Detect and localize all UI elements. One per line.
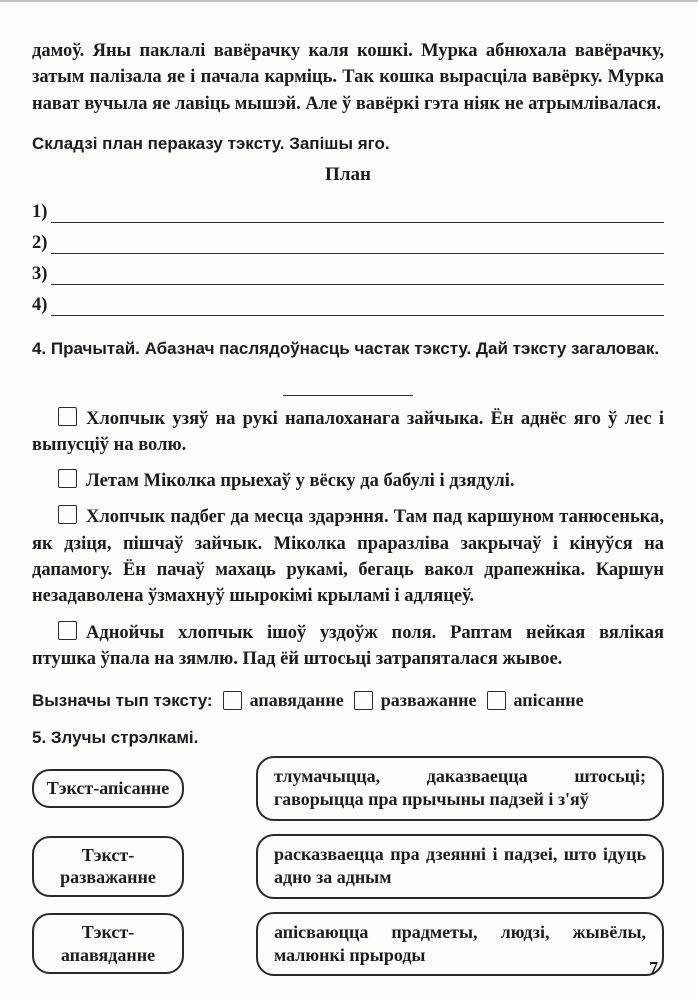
plan-line-number: 3) bbox=[32, 263, 48, 284]
intro-paragraph: дамоў. Яны паклалі вавёрачку каля кошкі. Мурка абнюхала вавёрачку, затым палізала яе і пачала карміць. Так кошка вырасціла вавёрку. Мурка нават вучыла яе лавіць мышэй. Але ў вавёркі гэта ніяк не атрымлівалася. bbox=[32, 41, 664, 114]
fragment-text: Хлопчык падбег да месца здарэння. Там пад каршуном танюсенька, як дзіця, пішчаў зайчык. Міколка праразліва закрычаў і кінуўся на дапамогу. Ён пачаў махаць рукамі, бегаць вакол драпежніка. Каршун незадаволена ўзмахнуў шырокімі крыламі і адляцеў. bbox=[32, 507, 664, 607]
type-option-description bbox=[487, 690, 584, 711]
fragment-text: Хлопчык узяў на рукі напалоханага зайчыка. Ён аднёс яго ў лес і выпусціў на волю. bbox=[32, 408, 664, 455]
order-checkbox[interactable] bbox=[58, 505, 77, 524]
order-checkbox[interactable] bbox=[58, 621, 77, 640]
plan-line-number: 1) bbox=[32, 201, 48, 222]
match-right-definition-3[interactable]: апісваюцца прадметы, людзі, жывёлы, малюнкі прыроды bbox=[256, 912, 664, 977]
plan-line-1 bbox=[32, 192, 664, 223]
match-row bbox=[32, 756, 664, 821]
match-left-narrative[interactable]: Тэкст-апавяданне bbox=[32, 913, 184, 974]
text-fragment bbox=[32, 406, 664, 459]
task5-section bbox=[32, 727, 664, 976]
type-option-reasoning bbox=[354, 690, 477, 711]
plan-line-number: 2) bbox=[32, 232, 48, 253]
plan-line-4 bbox=[32, 285, 664, 316]
text-type-question bbox=[32, 690, 664, 711]
match-left-reasoning[interactable]: Тэкст-разважанне bbox=[32, 836, 184, 897]
order-checkbox[interactable] bbox=[58, 469, 77, 488]
type-checkbox[interactable] bbox=[354, 691, 373, 710]
write-in-line[interactable] bbox=[51, 198, 664, 223]
type-checkbox[interactable] bbox=[223, 691, 242, 710]
write-in-line[interactable] bbox=[51, 260, 664, 285]
task4-heading: 4. Прачытай. Абазнач паслядоўнасць частак тэксту. Дай тэксту загаловак. bbox=[32, 338, 660, 358]
match-right-definition-1[interactable]: тлумачыцца, даказваецца штосьці; гаворыцца пра прычыны падзей і з'яў bbox=[256, 756, 664, 821]
type-checkbox[interactable] bbox=[487, 691, 506, 710]
task5-heading: 5. Злучы стрэлкамі. bbox=[32, 728, 199, 748]
plan-line-3 bbox=[32, 254, 664, 285]
type-question-label: Вызначы тып тэксту: bbox=[32, 690, 213, 710]
match-row bbox=[32, 834, 664, 899]
plan-line-number: 4) bbox=[32, 294, 48, 315]
plan-line-2 bbox=[32, 223, 664, 254]
type-option-narrative bbox=[223, 690, 344, 711]
type-option-label: разважанне bbox=[380, 690, 477, 711]
text-fragment bbox=[32, 620, 664, 673]
page-number: 7 bbox=[649, 958, 658, 978]
write-in-line[interactable] bbox=[51, 291, 664, 316]
text-fragment bbox=[32, 504, 664, 609]
text-fragment bbox=[32, 468, 664, 494]
match-left-description[interactable]: Тэкст-апісанне bbox=[32, 769, 184, 808]
fragment-text: Летам Міколка прыехаў у вёску да бабулі і дзядулі. bbox=[86, 471, 515, 492]
type-option-label: апавяданне bbox=[249, 690, 344, 711]
write-in-line[interactable] bbox=[51, 229, 664, 254]
match-row bbox=[32, 912, 664, 977]
plan-instruction: Складзі план пераказу тэксту. Запішы яго. bbox=[32, 133, 390, 153]
title-write-in-line[interactable] bbox=[283, 375, 413, 396]
plan-title: План bbox=[325, 163, 371, 185]
match-right-definition-2[interactable]: расказваецца пра дзеянні і падзеі, што ідуць адно за адным bbox=[256, 834, 664, 899]
type-option-label: апісанне bbox=[513, 690, 584, 711]
order-checkbox[interactable] bbox=[58, 407, 77, 426]
fragment-text: Аднойчы хлопчык ішоў уздоўж поля. Раптам нейкая вялікая птушка ўпала на зямлю. Пад ёй штосьці затрапяталася жывое. bbox=[32, 622, 664, 669]
